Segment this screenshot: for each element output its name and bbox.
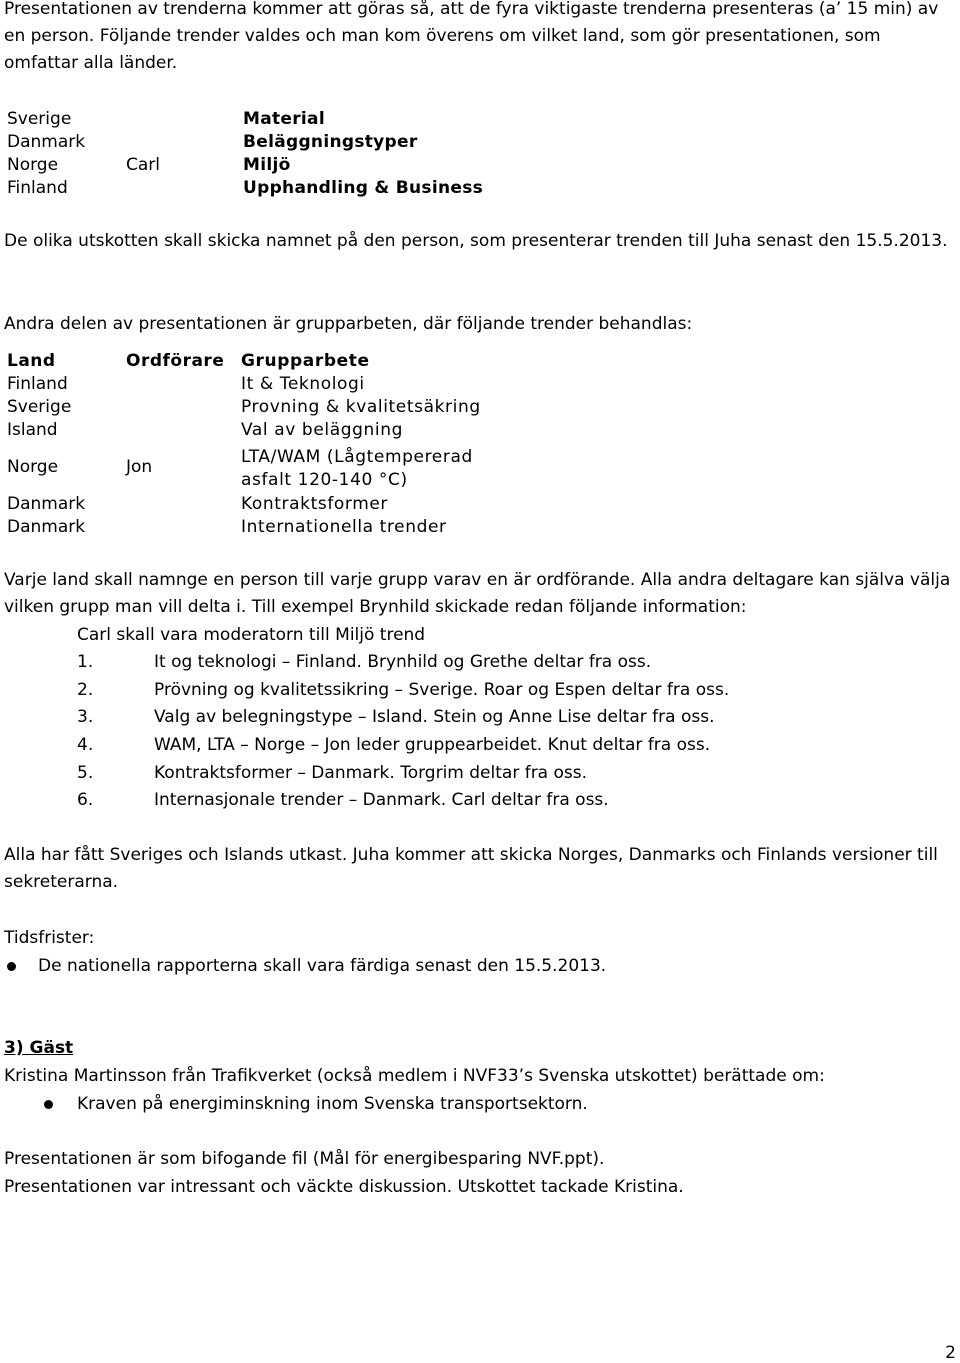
trend-country: Finland xyxy=(7,178,68,198)
trend-topic: Beläggningstyper xyxy=(243,132,418,152)
closing-note: Presentationen var intressant och väckte diskussion. Utskottet tackade Kristina. xyxy=(4,1177,684,1197)
group-topic: It & Teknologi xyxy=(241,374,365,394)
bullet-text: De nationella rapporterna skall vara färdiga senast den 15.5.2013. xyxy=(38,956,607,976)
bullet-dot-icon xyxy=(7,962,16,971)
moderator-line: Carl skall vara moderatorn till Miljö trend xyxy=(77,625,426,645)
group-topic: LTA/WAM (Lågtempererad xyxy=(241,447,473,467)
committee-note: De olika utskotten skall skicka namnet på den person, som presenterar trenden till Juha senast den 15.5.2013. xyxy=(4,231,948,251)
list-number: 5. xyxy=(77,762,94,783)
list-text: Prövning og kvalitetssikring – Sverige. Roar og Espen deltar fra oss. xyxy=(154,679,730,700)
list-number: 1. xyxy=(77,652,94,672)
bullet-text: Kraven på energiminskning inom Svenska transportsektorn. xyxy=(77,1094,588,1114)
list-number: 6. xyxy=(77,790,94,810)
intro-paragraph: Presentationen av trenderna kommer att göras så, att de fyra viktigaste trenderna presenteras (a’ 15 min) av en person. Följande trender valdes och man kom överens om vilket land, som gör presentationen, som omfattar alla länder. xyxy=(4,0,939,73)
group-topic: Provning & kvalitetsäkring xyxy=(241,397,481,417)
trend-topic: Material xyxy=(243,109,325,129)
list-number: 2. xyxy=(77,679,94,700)
deadlines-label: Tidsfrister: xyxy=(4,928,95,948)
group-instructions: Varje land skall namnge en person till varje grupp varav en är ordförande. Alla andra deltagare kan själva välja vilken grupp man vill delta i. Till exempel Brynhild skickade redan följande information: xyxy=(4,570,951,617)
list-text: Valg av belegningstype – Island. Stein og Anne Lise deltar fra oss. xyxy=(154,707,715,727)
bullet-dot-icon xyxy=(44,1100,53,1109)
group-topic-continued: asfalt 120-140 °C) xyxy=(241,470,408,490)
list-text: It og teknologi – Finland. Brynhild og Grethe deltar fra oss. xyxy=(154,652,652,672)
group-country: Island xyxy=(7,420,58,440)
group-country: Danmark xyxy=(7,494,86,514)
list-text: Kontraktsformer – Danmark. Torgrim deltar fra oss. xyxy=(154,762,588,783)
guest-intro: Kristina Martinsson från Trafikverket (också medlem i NVF33’s Svenska utskottet) berättade om: xyxy=(4,1066,825,1086)
list-text: WAM, LTA – Norge – Jon leder gruppearbeidet. Knut deltar fra oss. xyxy=(154,735,711,755)
header-land: Land xyxy=(7,351,56,371)
header-ordforare: Ordförare xyxy=(126,351,225,371)
trend-topic: Upphandling & Business xyxy=(243,178,484,198)
list-number: 4. xyxy=(77,735,94,755)
group-country: Finland xyxy=(7,374,68,394)
trend-person: Carl xyxy=(126,155,160,175)
group-country: Danmark xyxy=(7,517,86,537)
trend-country: Sverige xyxy=(7,109,72,129)
list-text: Internasjonale trender – Danmark. Carl deltar fra oss. xyxy=(154,790,609,810)
trend-country: Norge xyxy=(7,155,59,175)
drafts-note: Alla har fått Sveriges och Islands utkast. Juha kommer att skicka Norges, Danmarks och Finlands versioner till sekreterarna. xyxy=(4,845,938,892)
group-chair: Jon xyxy=(126,457,153,477)
group-country: Sverige xyxy=(7,397,72,417)
page-number: 2 xyxy=(945,1343,956,1363)
attachment-note: Presentationen är som bifogande fil (Mål för energibesparing NVF.ppt). xyxy=(4,1149,605,1169)
group-topic: Val av beläggning xyxy=(241,420,403,440)
section-heading: 3) Gäst xyxy=(4,1038,74,1058)
groupwork-intro: Andra delen av presentationen är grupparbeten, där följande trender behandlas: xyxy=(4,314,693,334)
trend-topic: Miljö xyxy=(243,155,291,175)
group-country: Norge xyxy=(7,457,59,477)
list-number: 3. xyxy=(77,707,94,727)
group-topic: Kontraktsformer xyxy=(241,494,389,514)
trend-country: Danmark xyxy=(7,132,86,152)
group-topic: Internationella trender xyxy=(241,517,447,537)
header-grupparbete: Grupparbete xyxy=(241,351,370,371)
